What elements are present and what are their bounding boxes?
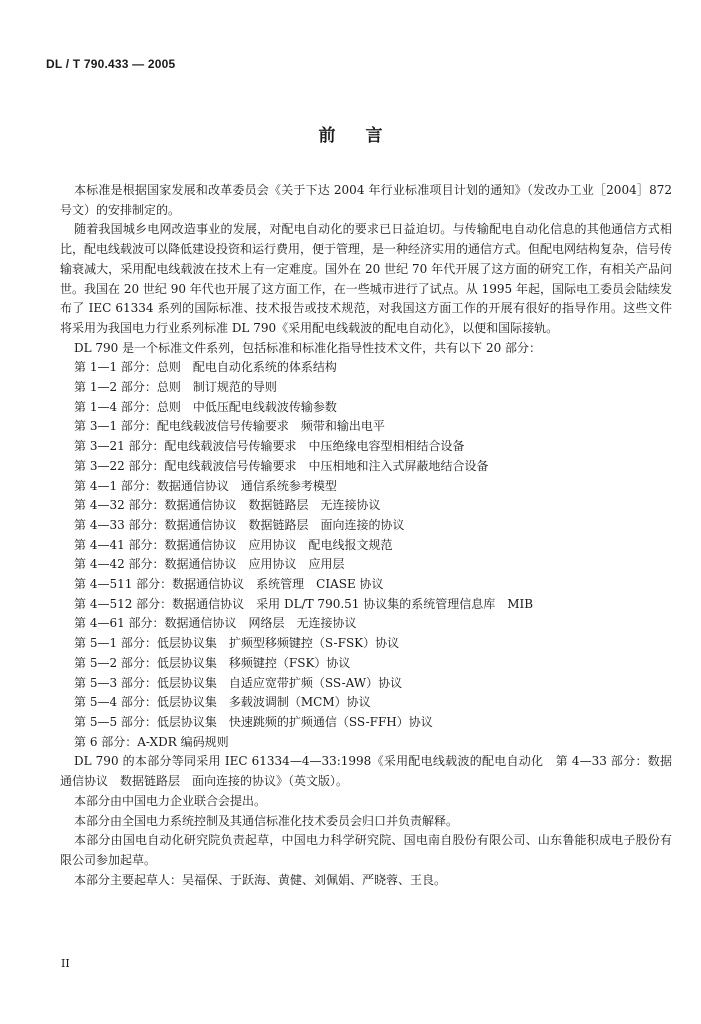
- list-item: 第 4—42 部分：数据通信协议 应用协议 应用层: [74, 557, 345, 572]
- list-item: 第 3—21 部分：配电线载波信号传输要求 中压绝缘电容型相相结合设备: [74, 439, 465, 454]
- list-item: 第 4—33 部分：数据通信协议 数据链路层 面向连接的协议: [74, 517, 405, 532]
- parts-list: [60, 358, 672, 752]
- page-title: 前言: [318, 126, 413, 146]
- foreword-body: [60, 181, 676, 890]
- list-item: 第 4—41 部分：数据通信协议 应用协议 配电线报文规范: [74, 537, 393, 552]
- list-item: 第 6 部分：A-XDR 编码规则: [74, 734, 229, 749]
- page-number: II: [61, 957, 70, 970]
- paragraph-series-intro: DL 790 是一个标准文件系列，包括标准和标准化指导性技术文件，共有以下 20 部分：: [74, 340, 542, 355]
- list-item: 第 5—5 部分：低层协议集 快速跳频的扩频通信（SS-FFH）协议: [74, 714, 433, 729]
- list-item: 第 5—1 部分：低层协议集 扩频型移频键控（S-FSK）协议: [74, 636, 400, 651]
- paragraph-adoption: DL 790 的本部分等同采用 IEC 61334—4—33:1998《采用配电线载波的配电自动化 第 4—33 部分：数据通信协议 数据链路层 面向连接的协议》（英文版）。: [60, 754, 672, 789]
- list-item: 第 4—511 部分：数据通信协议 系统管理 CIASE 协议: [74, 577, 384, 592]
- list-item: 第 4—1 部分：数据通信协议 通信系统参考模型: [74, 478, 337, 493]
- paragraph-background: 随着我国城乡电网改造事业的发展，对配电自动化的要求已日益迫切。与传输配电自动化信息的其他通信方式相比，配电线载波可以降低建设投资和运行费用，便于管理，是一种经济实用的通信方式。但配电网结构复杂，信号传输衰减大，采用配电线载波在技术上有一定难度。国外在 20 世纪 70 年代开展了这方面的研究工作，有相关产品问世。我国在 20 世纪 90 年代也开展了这方面工作，在一些城市进行了试点。从 1995 年起，国际电工委员会陆续发布了 IEC 61334 系列的国际标准、技术报告或技术规范，对我国这方面工作的开展有很好的指导作用。这些文件将采用为我国电力行业系列标准 DL 790《采用配电线载波的配电自动化》，以便和国际接轨。: [60, 222, 673, 335]
- paragraph-responsible: 本部分由全国电力系统控制及其通信标准化技术委员会归口并负责解释。: [74, 813, 459, 828]
- list-item: 第 5—3 部分：低层协议集 自适应宽带扩频（SS-AW）协议: [74, 675, 403, 690]
- list-item: 第 3—22 部分：配电线载波信号传输要求 中压相地和注入式屏蔽地结合设备: [74, 458, 489, 473]
- list-item: 第 4—61 部分：数据通信协议 网络层 无连接协议: [74, 616, 357, 631]
- list-item: 第 4—32 部分：数据通信协议 数据链路层 无连接协议: [74, 498, 381, 513]
- list-item: 第 5—2 部分：低层协议集 移频键控（FSK）协议: [74, 655, 351, 670]
- list-item: 第 1—2 部分：总则 制订规范的导则: [74, 380, 277, 395]
- paragraph-drafting-units: 本部分由国电自动化研究院负责起草，中国电力科学研究院、国电南自股份有限公司、山东鲁能积成电子股份有限公司参加起草。: [60, 833, 672, 867]
- standard-code: DL / T 790.433 — 2005: [46, 57, 176, 71]
- list-item: 第 5—4 部分：低层协议集 多载波调制（MCM）协议: [74, 695, 371, 710]
- list-item: 第 1—4 部分：总则 中低压配电线载波传输参数: [74, 399, 337, 414]
- list-item: 第 4—512 部分：数据通信协议 采用 DL/T 790.51 协议集的系统管理信息库 MIB: [74, 596, 534, 611]
- list-item: 第 3—1 部分：配电线载波信号传输要求 频带和输出电平: [74, 419, 385, 434]
- list-item: 第 1—1 部分：总则 配电自动化系统的体系结构: [74, 360, 337, 375]
- paragraph-basis: 本标准是根据国家发展和改革委员会《关于下达 2004 年行业标准项目计划的通知》（发改办工业［2004］872 号文）的安排制定的。: [60, 183, 676, 217]
- paragraph-proposer: 本部分由中国电力企业联合会提出。: [74, 793, 267, 808]
- paragraph-drafters: 本部分主要起草人：吴福保、于跃海、黄健、刘佩娟、严晓蓉、王良。: [74, 872, 447, 887]
